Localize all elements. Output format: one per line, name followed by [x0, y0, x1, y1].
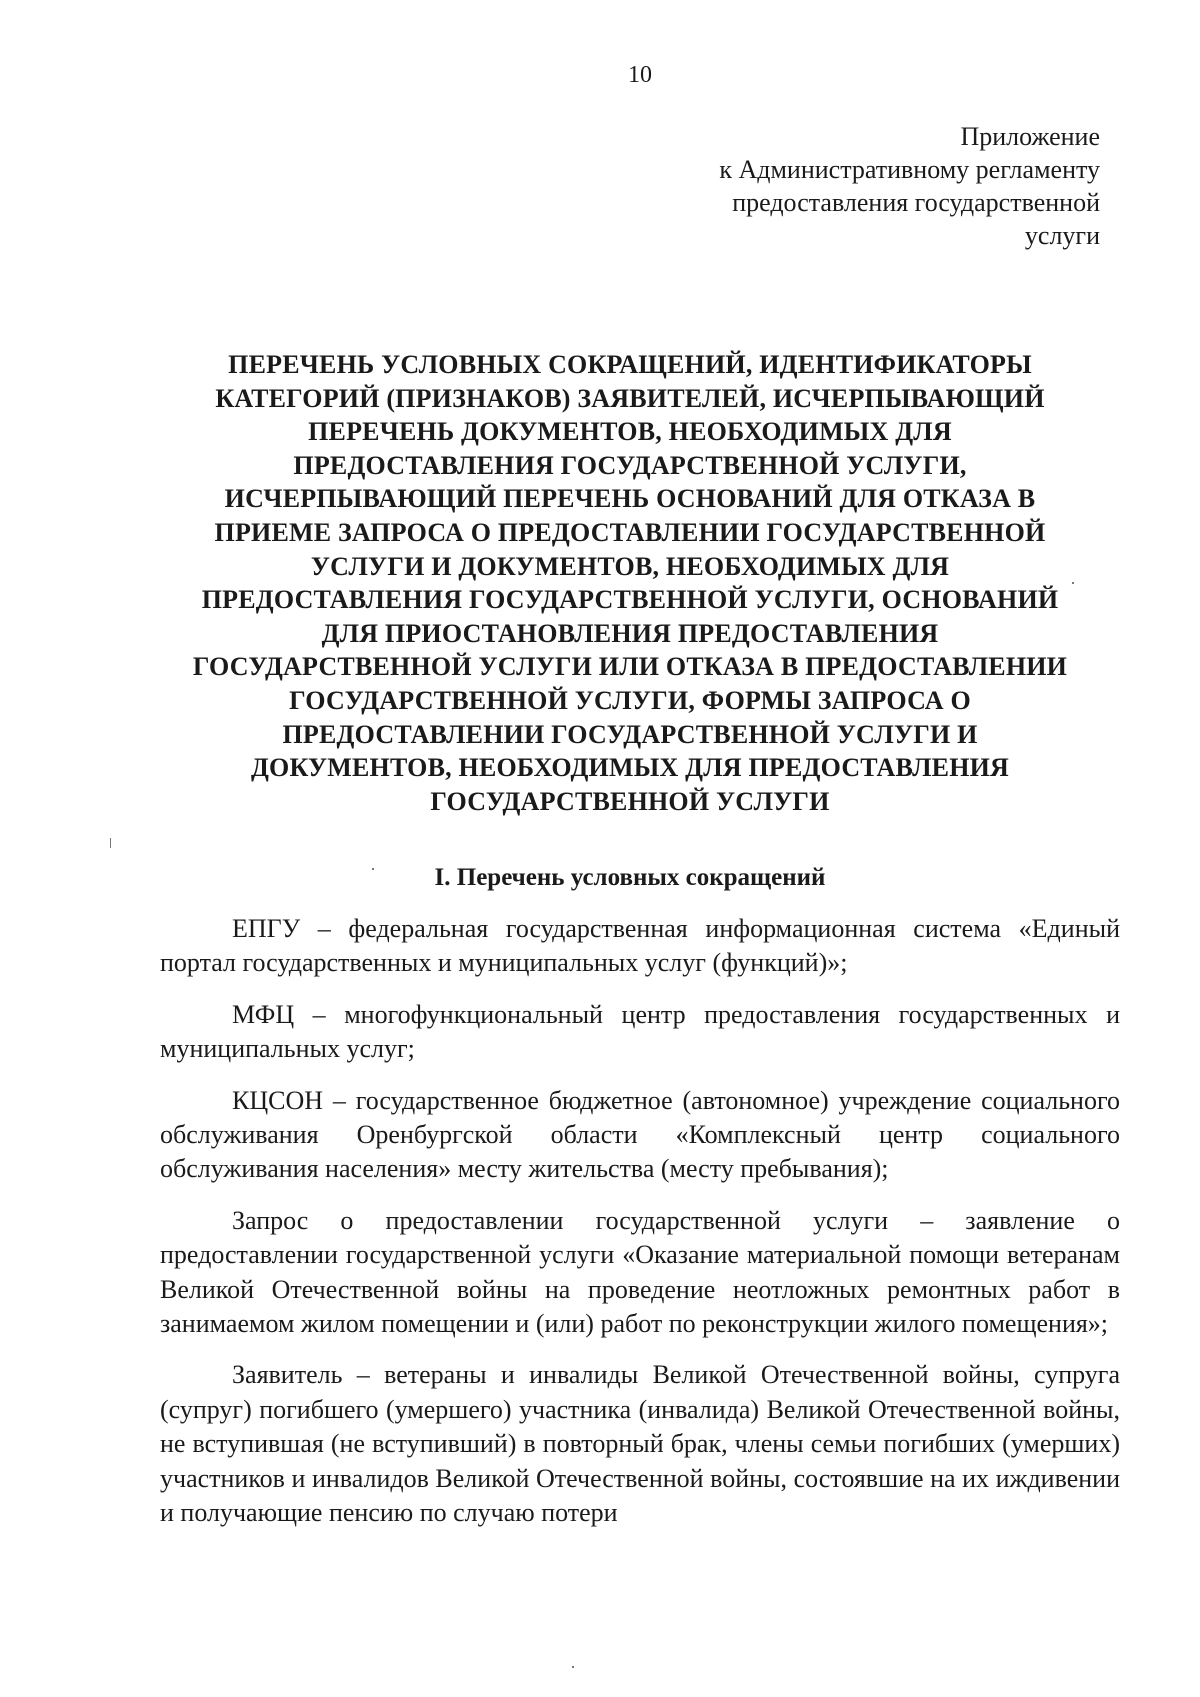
scan-speck [110, 838, 111, 848]
appendix-line: услуги [1024, 221, 1100, 250]
title-line: ПРИЕМЕ ЗАПРОСА О ПРЕДОСТАВЛЕНИИ ГОСУДАРСТВЕННОЙ [214, 517, 1046, 547]
title-line: ПРЕДОСТАВЛЕНИЯ ГОСУДАРСТВЕННОЙ УСЛУГИ, ОСНОВАНИЙ [201, 585, 1059, 615]
title-line: ПРЕДОСТАВЛЕНИЯ ГОСУДАРСТВЕННОЙ УСЛУГИ, [293, 450, 967, 480]
appendix-line: к Административному регламенту [719, 155, 1100, 184]
body-text [160, 912, 1120, 1548]
title-line: УСЛУГИ И ДОКУМЕНТОВ, НЕОБХОДИМЫХ ДЛЯ [310, 551, 950, 581]
page-number: 10 [628, 62, 652, 88]
title-line: ДЛЯ ПРИОСТАНОВЛЕНИЯ ПРЕДОСТАВЛЕНИЯ [321, 618, 939, 648]
title-line: ПЕРЕЧЕНЬ УСЛОВНЫХ СОКРАЩЕНИЙ, ИДЕНТИФИКАТОРЫ [228, 350, 1032, 379]
paragraph-applicant: Заявитель – ветераны и инвалиды Великой Отечественной войны, супруга (супруг) погибшего (умершего) участника (инвалида) Великой Отечественной войны, не вступившая (не вступивший) в повторный брак, члены семьи погибших (умерших) участников и инвалидов Великой Отечественной войны, состоявшие на их иждивении и получающие пенсию по случаю потери [160, 1360, 1120, 1528]
title-line: ПРЕДОСТАВЛЕНИИ ГОСУДАРСТВЕННОЙ УСЛУГИ И [282, 719, 978, 749]
title-line: КАТЕГОРИЙ (ПРИЗНАКОВ) ЗАЯВИТЕЛЕЙ, ИСЧЕРПЫВАЮЩИЙ [215, 383, 1045, 413]
paragraph-kcson: КЦСОН – государственное бюджетное (автономное) учреждение социального обслуживания Оренбургской области «Комплексный центр социального обслуживания населения» месту жительства (месту пребывания); [160, 1085, 1120, 1184]
paragraph-request: Запрос о предоставлении государственной услуги – заявление о предоставлении государственной услуги «Оказание материальной помощи ветеранам Великой Отечественной войны на проведение неотложных ремонтных работ в занимаемом жилом помещении и (или) работ по реконструкции жилого помещения»; [160, 1205, 1120, 1339]
scan-speck [572, 1666, 574, 1668]
appendix-line: предоставления государственной [732, 188, 1100, 217]
title-line: ГОСУДАРСТВЕННОЙ УСЛУГИ [430, 786, 830, 816]
scan-speck [1072, 582, 1074, 584]
scan-speck [372, 868, 374, 870]
document-title [150, 348, 1110, 818]
section-heading: I. Перечень условных сокращений [434, 864, 826, 891]
appendix-note [580, 120, 1100, 252]
title-line: ПЕРЕЧЕНЬ ДОКУМЕНТОВ, НЕОБХОДИМЫХ ДЛЯ [308, 417, 952, 447]
appendix-line: Приложение [960, 122, 1100, 151]
title-line: ИСЧЕРПЫВАЮЩИЙ ПЕРЕЧЕНЬ ОСНОВАНИЙ ДЛЯ ОТКАЗА В [224, 484, 1036, 514]
title-line: ГОСУДАРСТВЕННОЙ УСЛУГИ, ФОРМЫ ЗАПРОСА О [289, 685, 971, 715]
title-line: ГОСУДАРСТВЕННОЙ УСЛУГИ ИЛИ ОТКАЗА В ПРЕДОСТАВЛЕНИИ [192, 652, 1068, 682]
paragraph-mfc: МФЦ – многофункциональный центр предоставления государственных и муниципальных услуг; [160, 999, 1120, 1064]
paragraph-epgu: ЕПГУ – федеральная государственная информационная система «Единый портал государственных и муниципальных услуг (функций)»; [160, 914, 1120, 978]
title-line: ДОКУМЕНТОВ, НЕОБХОДИМЫХ ДЛЯ ПРЕДОСТАВЛЕНИЯ [250, 753, 1010, 783]
